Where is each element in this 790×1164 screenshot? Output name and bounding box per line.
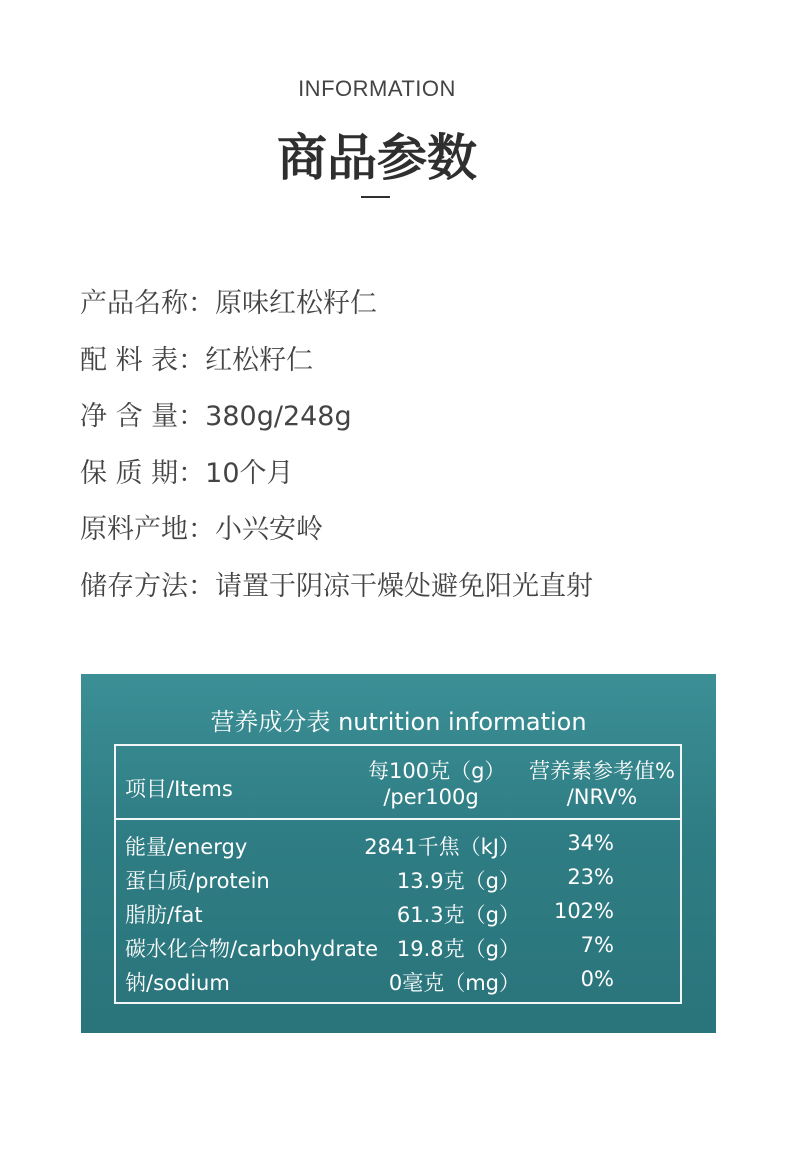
header-nrv [528, 758, 676, 810]
param-value: 红松籽仁 [205, 344, 314, 376]
page-title: 商品参数 [277, 129, 477, 187]
nutrient-value: 0毫克（mg） [388, 971, 520, 995]
table-row [116, 896, 680, 930]
param-label: 储存方法： [80, 570, 215, 602]
header-per100g-line2: /per100g [383, 785, 479, 809]
header-items: 项目/Items [125, 777, 233, 801]
param-row-shelf-life [80, 452, 593, 509]
param-value: 380g/248g [205, 401, 352, 432]
param-row-name [80, 282, 593, 339]
title-divider [361, 196, 390, 198]
nutrient-nrv: 0% [580, 967, 614, 991]
nutrient-nrv: 7% [580, 933, 614, 957]
param-label: 原料产地： [80, 514, 215, 545]
table-row [116, 964, 680, 998]
nutrition-panel [81, 674, 716, 1033]
header-per100g-line1: 每100克（g） [368, 759, 506, 783]
table-row [116, 862, 680, 896]
nutrient-value: 2841千焦（kJ） [364, 835, 520, 859]
param-value: 10个月 [205, 457, 294, 489]
nutrition-table [114, 744, 682, 1004]
nutrient-name: 碳水化合物/carbohydrate [125, 937, 379, 961]
nutrient-nrv: 102% [553, 899, 614, 923]
header-divider [116, 818, 680, 820]
nutrient-nrv: 34% [567, 831, 614, 855]
nutrient-name: 蛋白质/protein [125, 869, 270, 893]
product-params [80, 282, 593, 621]
nutrient-name: 能量/energy [125, 835, 248, 859]
param-value: 原味红松籽仁 [215, 288, 377, 319]
param-row-ingredients [80, 339, 593, 396]
nutrient-value: 13.9克（g） [396, 869, 520, 893]
nutrient-value: 61.3克（g） [396, 903, 520, 927]
param-label: 配 料 表： [80, 344, 206, 376]
param-label: 保 质 期： [80, 457, 206, 489]
table-row [116, 828, 680, 862]
nutrition-title: 营养成分表 nutrition information [210, 708, 587, 736]
param-label: 产品名称： [80, 288, 215, 319]
param-row-net-weight [80, 395, 593, 452]
nutrition-rows [116, 828, 680, 998]
header-nrv-line1: 营养素参考值% [529, 759, 675, 783]
param-value: 小兴安岭 [215, 514, 323, 545]
param-label: 净 含 量： [80, 401, 206, 432]
nutrient-name: 脂肪/fat [125, 903, 203, 927]
nutrient-nrv: 23% [567, 865, 614, 889]
nutrient-value: 19.8克（g） [396, 937, 520, 961]
param-value: 请置于阴凉干燥处避免阳光直射 [215, 570, 593, 602]
header-nrv-line2: /NRV% [566, 785, 638, 809]
nutrient-name: 钠/sodium [125, 971, 230, 995]
param-row-storage [80, 565, 593, 622]
param-row-origin [80, 508, 593, 565]
section-subtitle: INFORMATION [298, 76, 456, 101]
table-row [116, 930, 680, 964]
header-per100g [368, 758, 506, 810]
